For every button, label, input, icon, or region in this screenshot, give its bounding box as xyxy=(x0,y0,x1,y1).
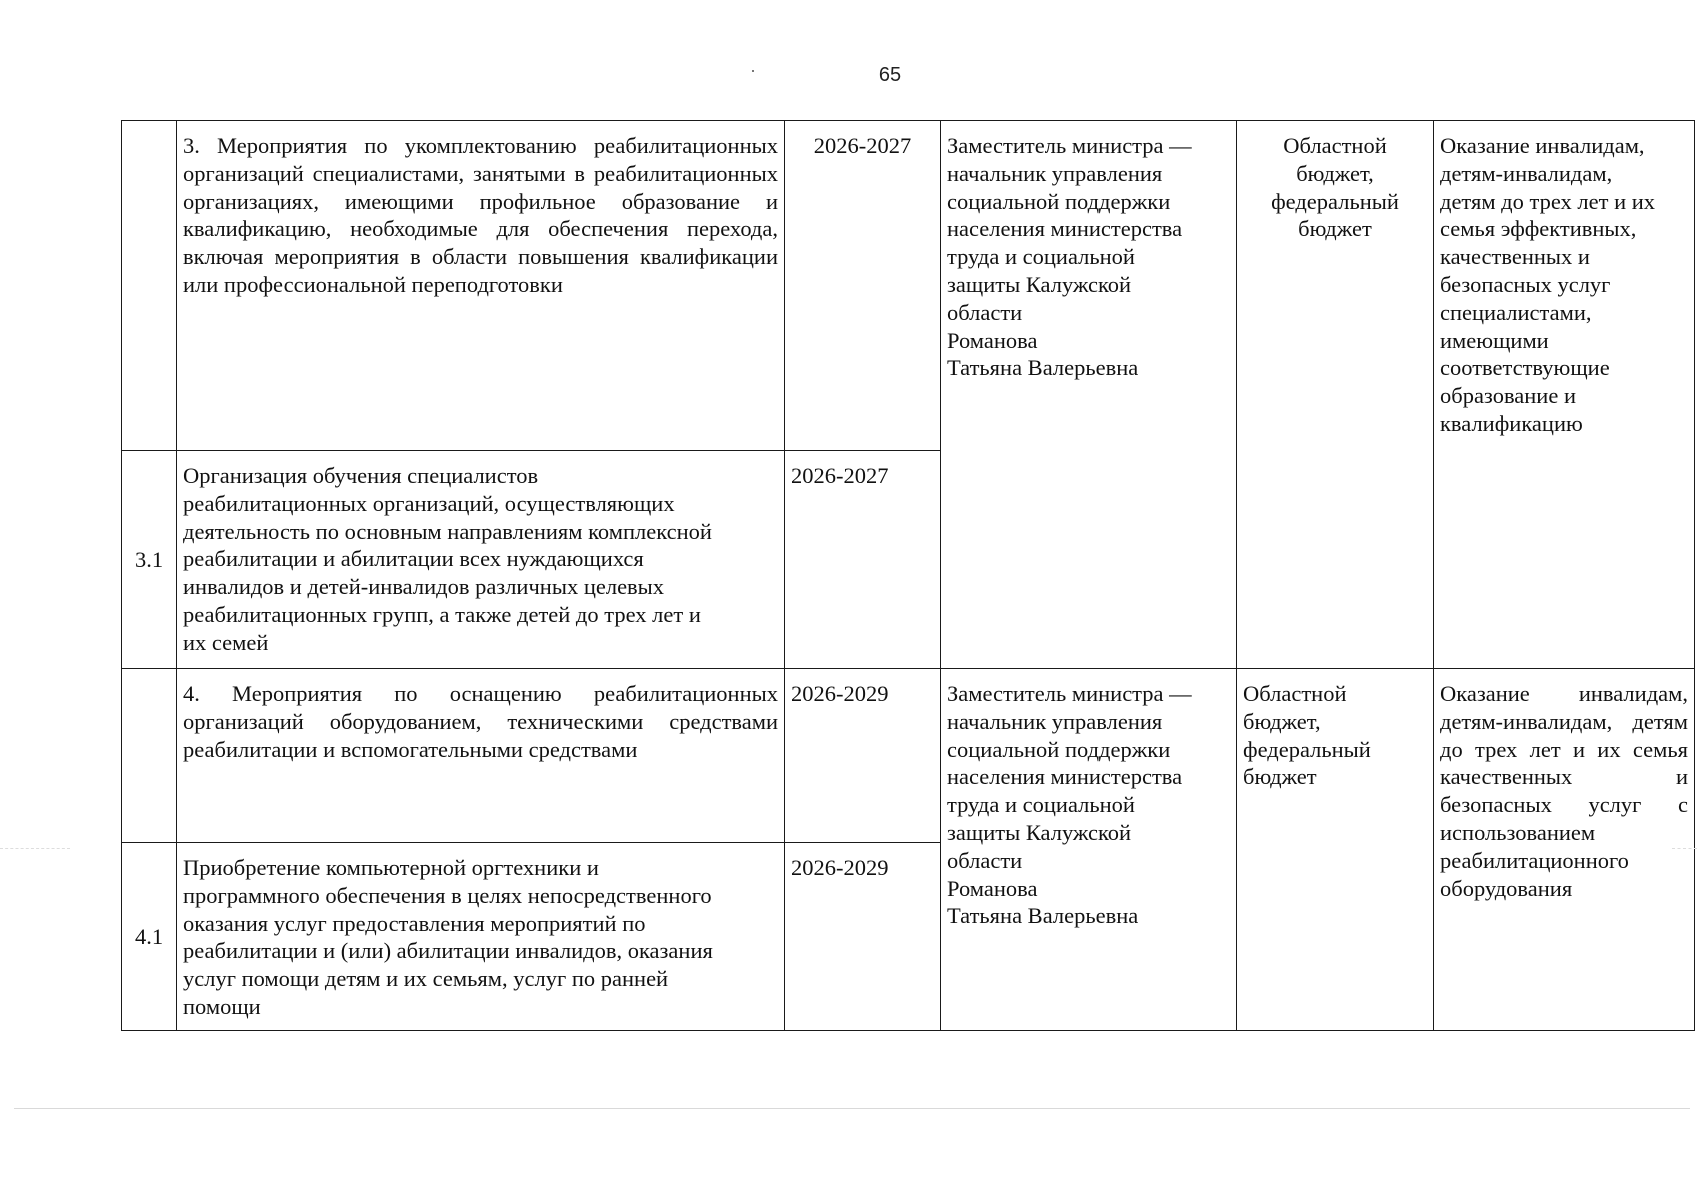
funding-line: бюджет xyxy=(1298,216,1372,242)
result-line: специалистами, xyxy=(1440,299,1592,325)
activity-description xyxy=(177,451,785,669)
result-line: Оказание инвалидам, xyxy=(1440,133,1645,158)
activity-line: деятельность по основным направлениям комплексной xyxy=(183,518,712,544)
result-line: имеющими xyxy=(1440,327,1549,353)
activity-description: 4. Мероприятия по оснащению реабилитационных организаций оборудованием, техническими средствами реабилитации и вспомогательными средствами xyxy=(177,669,785,843)
implementation-period: 2026-2027 xyxy=(785,121,941,451)
funding-line: федеральный xyxy=(1243,736,1371,762)
scan-artifact-right xyxy=(1672,848,1697,850)
result-line: детям до трех лет и их xyxy=(1440,188,1656,214)
table-row-activity-3 xyxy=(122,121,1695,451)
result-line: образование и xyxy=(1440,383,1576,409)
activity-line: реабилитации и абилитации всех нуждающихся xyxy=(183,546,644,572)
responsible-line: области xyxy=(947,847,1023,873)
activity-line: инвалидов и детей-инвалидов различных целевых xyxy=(183,574,665,600)
responsible-line: Романова xyxy=(947,327,1038,353)
responsible-line: Заместитель министра — xyxy=(947,133,1192,158)
responsible-line: начальник управления xyxy=(947,160,1163,186)
funding-line: бюджет, xyxy=(1296,160,1374,186)
scan-artifact-bottom-line xyxy=(14,1108,1690,1109)
activity-line: реабилитационных групп, а также детей до трех лет и xyxy=(183,601,701,627)
funding-line: бюджет, xyxy=(1243,708,1321,734)
page-number: 65 xyxy=(878,64,902,86)
result-line: семья эффективных, xyxy=(1440,216,1637,242)
table-row-activity-4 xyxy=(122,669,1695,843)
funding-source xyxy=(1237,669,1434,1031)
responsible-line: Заместитель министра — xyxy=(947,681,1192,706)
activity-description: 3. Мероприятия по укомплектованию реабилитационных организаций специалистами, занятыми в реабилитационных организациях, имеющими профильное образование и квалификацию, необходимые для обеспечения перехода, включая мероприятия в области повышения квалификации или профессиональной переподготовки xyxy=(177,121,785,451)
plan-table xyxy=(121,120,1695,1031)
responsible-line: Романова xyxy=(947,875,1038,901)
responsible-line: труда и социальной xyxy=(947,792,1135,818)
activity-line: помощи xyxy=(183,993,261,1019)
row-number: 3.1 xyxy=(122,451,177,669)
funding-line: бюджет xyxy=(1243,764,1317,790)
result-line: качественных и xyxy=(1440,244,1590,270)
implementation-period: 2026-2029 xyxy=(785,843,941,1031)
funding-line: Областной xyxy=(1243,681,1347,706)
result-line: безопасных услуг xyxy=(1440,271,1611,297)
result-line: квалификацию xyxy=(1440,410,1583,436)
funding-line: Областной xyxy=(1283,133,1387,158)
activity-line: Приобретение компьютерной оргтехники и xyxy=(183,855,599,880)
result-line: детям-инвалидам, xyxy=(1440,160,1613,186)
implementation-period: 2026-2029 xyxy=(785,669,941,843)
responsible-line: социальной поддержки xyxy=(947,736,1171,762)
funding-line: федеральный xyxy=(1271,188,1399,214)
activity-line: реабилитационных организаций, осуществляющих xyxy=(183,490,675,516)
responsible-line: населения министерства xyxy=(947,764,1183,790)
activity-line: оказания услуг предоставления мероприятий по xyxy=(183,910,646,936)
funding-source xyxy=(1237,121,1434,669)
responsible-line: защиты Калужской xyxy=(947,819,1132,845)
expected-result: Оказание инвалидам, детям-инвалидам, детям до трех лет и их семья качественных и безопасных услуг с использованием реабилитационного оборудования xyxy=(1434,669,1695,1031)
responsible-line: Татьяна Валерьевна xyxy=(947,355,1139,381)
responsible-line: Татьяна Валерьевна xyxy=(947,903,1139,929)
responsible-executor xyxy=(941,669,1237,1031)
row-number xyxy=(122,669,177,843)
activity-line: услуг помощи детям и их семьям, услуг по ранней xyxy=(183,966,669,992)
responsible-line: защиты Калужской xyxy=(947,271,1132,297)
implementation-period: 2026-2027 xyxy=(785,451,941,669)
plan-table-wrapper xyxy=(121,120,1695,1031)
activity-description xyxy=(177,843,785,1031)
scan-speck xyxy=(752,70,754,72)
activity-line: их семей xyxy=(183,629,269,655)
activity-line: реабилитации и (или) абилитации инвалидов, оказания xyxy=(183,938,713,964)
expected-result xyxy=(1434,121,1695,669)
activity-line: Организация обучения специалистов xyxy=(183,463,539,488)
responsible-executor xyxy=(941,121,1237,669)
scan-artifact-left xyxy=(0,848,70,850)
responsible-line: начальник управления xyxy=(947,708,1163,734)
result-line: соответствующие xyxy=(1440,355,1610,381)
responsible-line: области xyxy=(947,299,1023,325)
responsible-line: населения министерства xyxy=(947,216,1183,242)
responsible-line: социальной поддержки xyxy=(947,188,1171,214)
activity-line: программного обеспечения в целях непосредственного xyxy=(183,882,712,908)
row-number xyxy=(122,121,177,451)
responsible-line: труда и социальной xyxy=(947,244,1135,270)
row-number: 4.1 xyxy=(122,843,177,1031)
